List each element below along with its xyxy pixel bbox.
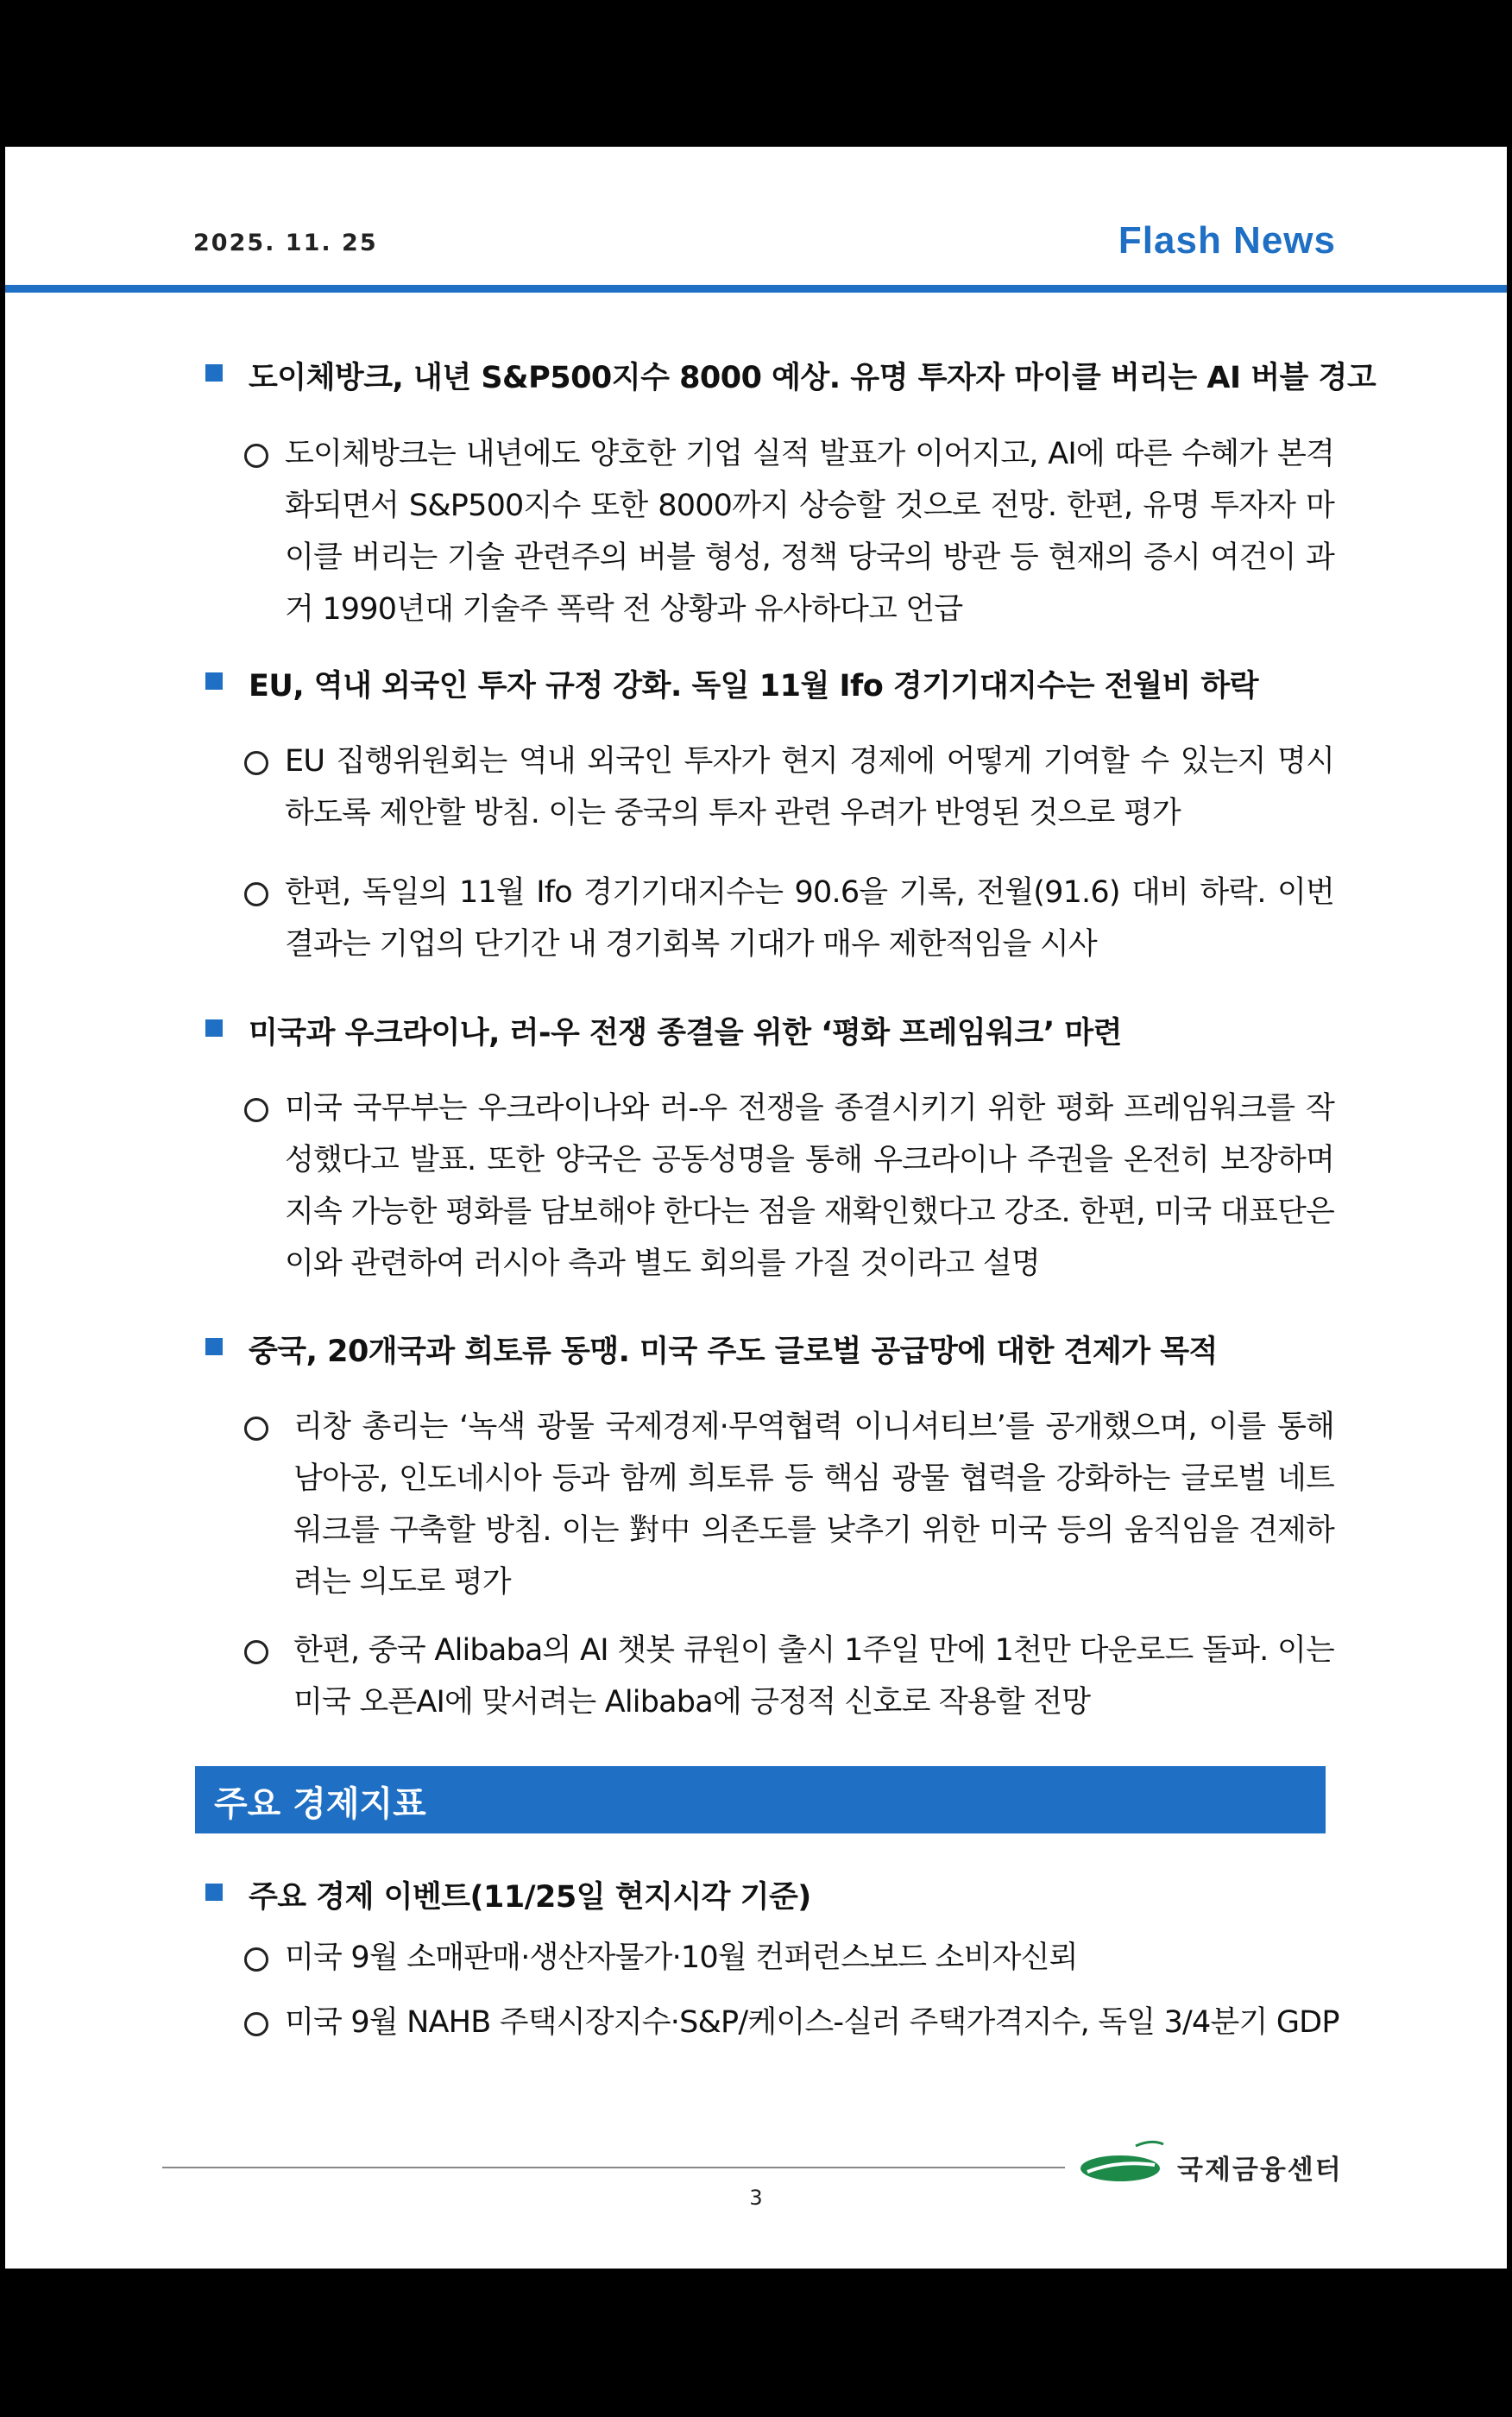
section-title-bar xyxy=(195,1766,1326,1833)
page-number: 3 xyxy=(749,2186,763,2210)
circle-bullet-icon xyxy=(244,1640,268,1664)
section-heading: EU, 역내 외국인 투자 규정 강화. 독일 11월 Ifo 경기기대지수는 전월비 하락 xyxy=(249,669,1259,704)
section-paragraph: EU 집행위원회는 역내 외국인 투자가 현지 경제에 어떻게 기여할 수 있는지 명시하도록 제안할 방침. 이는 중국의 투자 관련 우려가 반영된 것으로 평가 xyxy=(285,744,1334,830)
footer-rule xyxy=(162,2167,1065,2168)
square-bullet-icon xyxy=(205,1019,223,1037)
circle-bullet-icon xyxy=(244,2012,268,2036)
section-title: 주요 경제지표 xyxy=(214,1784,426,1824)
square-bullet-icon xyxy=(205,1884,223,1901)
circle-bullet-icon xyxy=(244,444,268,468)
circle-bullet-icon xyxy=(244,751,268,775)
section-paragraph: 한편, 독일의 11월 Ifo 경기기대지수는 90.6을 기록, 전월(91.6) 대비 하락. 이번 결과는 기업의 단기간 내 경기회복 기대가 매우 제한적임을 시사 xyxy=(285,875,1334,962)
square-bullet-icon xyxy=(205,364,223,382)
kcif-logo-icon xyxy=(1075,2134,1179,2191)
section-heading: 중국, 20개국과 희토류 동맹. 미국 주도 글로벌 공급망에 대한 견제가 목적 xyxy=(249,1335,1218,1369)
organization-name: 국제금융센터 xyxy=(1177,2155,1343,2186)
document-page xyxy=(5,147,1507,2269)
section-heading: 미국과 우크라이나, 러-우 전쟁 종결을 위한 ‘평화 프레임워크’ 마련 xyxy=(249,1016,1122,1051)
indicator-item: 미국 9월 NAHB 주택시장지수·S&P/케이스-실러 주택가격지수, 독일 3/4분기 GDP xyxy=(285,2005,1339,2040)
circle-bullet-icon xyxy=(244,882,268,906)
report-date: 2025. 11. 25 xyxy=(193,230,378,256)
circle-bullet-icon xyxy=(244,1947,268,1972)
indicators-heading: 주요 경제 이벤트(11/25일 현지시각 기준) xyxy=(249,1880,811,1915)
section-paragraph: 미국 국무부는 우크라이나와 러-우 전쟁을 종결시키기 위한 평화 프레임워크를 작성했다고 발표. 또한 양국은 공동성명을 통해 우크라이나 주권을 온전히 보장하며 지속 가능한 평화를 담보해야 한다는 점을 재확인했다고 강조. 한편, 미국 대표단은 이와 관련하여 러시아 측과 별도 회의를 가질 것이라고 설명 xyxy=(285,1091,1334,1281)
section-heading: 도이체방크, 내년 S&P500지수 8000 예상. 유명 투자자 마이클 버리는 AI 버블 경고 xyxy=(249,361,1377,395)
section-paragraph: 리창 총리는 ‘녹색 광물 국제경제·무역협력 이니셔티브’를 공개했으며, 이를 통해 남아공, 인도네시아 등과 함께 희토류 등 핵심 광물 협력을 강화하는 글로벌 네트워크를 구축할 방침. 이는 對中 의존도를 낮추기 위한 미국 등의 움직임을 견제하려는 의도로 평가 xyxy=(293,1410,1334,1600)
square-bullet-icon xyxy=(205,1338,223,1355)
section-paragraph: 도이체방크는 내년에도 양호한 기업 실적 발표가 이어지고, AI에 따른 수혜가 본격화되면서 S&P500지수 또한 8000까지 상승할 것으로 전망. 한편, 유명 투자자 마이클 버리는 기술 관련주의 버블 형성, 정책 당국의 방관 등 현재의 증시 여건이 과거 1990년대 기술주 폭락 전 상황과 유사하다고 언급 xyxy=(285,437,1334,627)
section-paragraph: 한편, 중국 Alibaba의 AI 챗봇 큐원이 출시 1주일 만에 1천만 다운로드 돌파. 이는 미국 오픈AI에 맞서려는 Alibaba에 긍정적 신호로 작용할 전망 xyxy=(293,1633,1334,1720)
square-bullet-icon xyxy=(205,672,223,690)
report-title: Flash News xyxy=(1118,219,1336,262)
header-rule xyxy=(5,285,1507,293)
indicator-item: 미국 9월 소매판매·생산자물가·10월 컨퍼런스보드 소비자신뢰 xyxy=(285,1941,1078,1975)
circle-bullet-icon xyxy=(244,1417,268,1441)
circle-bullet-icon xyxy=(244,1098,268,1122)
